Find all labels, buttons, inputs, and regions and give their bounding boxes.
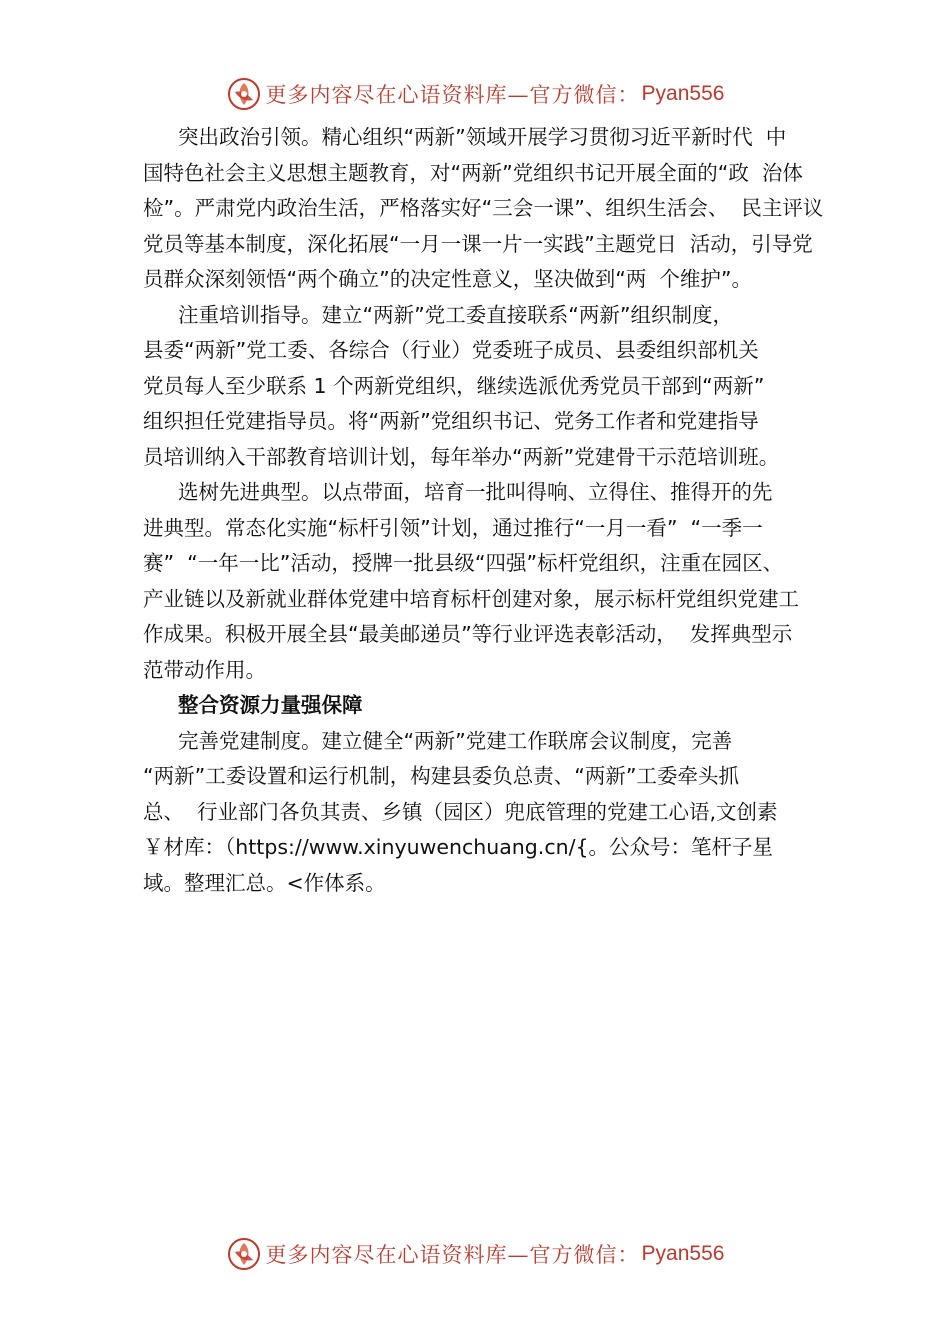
document-body <box>143 120 823 901</box>
flower-logo-icon <box>226 76 262 112</box>
paragraph-training-guidance <box>143 298 823 476</box>
text-line: 完善党建制度。建立健全“两新”党建工作联席会议制度，完善 <box>178 728 733 753</box>
header-watermark <box>0 72 950 116</box>
flower-logo-icon <box>226 1236 262 1272</box>
text-line: 组织担任党建指导员。将“两新”党组织书记、党务工作者和党建指导 <box>143 409 759 433</box>
text-line: 员群众深刻领悟“两个确立”的决定性意义，坚决做到“两 个维护”。 <box>143 267 753 291</box>
text-line: 注重培训指导。建立“两新”党工委直接联系“两新”组织制度， <box>178 302 733 327</box>
text-line: 国特色社会主义思想主题教育，对“两新”党组织书记开展全面的“政 治体 <box>143 160 803 185</box>
text-line: 县委“两新”党工委、各综合（行业）党委班子成员、县委组织部机关 <box>143 338 759 362</box>
text-line: 作成果。积极开展全县“最美邮递员”等行业评选表彰活动， 发挥典型示 <box>143 622 793 646</box>
footer-watermark <box>0 1232 950 1276</box>
watermark-text: 更多内容尽在心语资料库—官方微信： <box>265 1243 640 1267</box>
text-line: ￥材库：（https://www.xinyuwenchuang.cn/{。公众号：笔杆子星 <box>143 835 774 859</box>
heading-text: 整合资源力量强保障 <box>178 693 363 717</box>
text-line: 员培训纳入干部教育培训计划，每年举办“两新”党建骨干示范培训班。 <box>143 444 780 469</box>
text-line: 总、 行业部门各负其责、乡镇（园区）兜底管理的党建工心语,文创素 <box>143 799 778 824</box>
text-line: 进典型。常态化实施“标杆引领”计划，通过推行“一月一看” “一季一 <box>143 515 763 540</box>
paragraph-political-guidance <box>143 120 823 298</box>
paragraph-advanced-models <box>143 475 823 688</box>
watermark-text: 更多内容尽在心语资料库—官方微信： <box>265 83 640 107</box>
text-line: 党员每人至少联系 1 个两新党组织，继续选派优秀党员干部到“两新” <box>143 373 765 398</box>
text-line: 赛” “一年一比”活动，授牌一批县级“四强”标杆党组织，注重在园区、 <box>143 551 784 575</box>
text-line: 检”。严肃党内政治生活，严格落实好“三会一课”、组织生活会、 民主评议 <box>143 196 824 220</box>
text-line: 党员等基本制度，深化拓展“一月一课一片一实践”主题党日 活动，引导党 <box>143 231 813 256</box>
text-line: 突出政治引领。精心组织“两新”领域开展学习贯彻习近平新时代 中 <box>178 125 787 149</box>
text-line: 选树先进典型。以点带面，培育一批叫得响、立得住、推得开的先 <box>178 480 773 504</box>
section-heading <box>143 688 823 724</box>
watermark-wechat-id: Pyan556 <box>641 82 725 105</box>
text-line: 产业链以及新就业群体党建中培育标杆创建对象，展示标杆党组织党建工 <box>143 586 799 611</box>
paragraph-party-system <box>143 724 823 902</box>
text-line: “两新”工委设置和运行机制，构建县委负总责、“两新”工委牵头抓 <box>143 764 739 788</box>
text-line: 范带动作用。 <box>143 657 266 682</box>
text-line: 域。整理汇总。<作体系。 <box>143 870 386 895</box>
watermark-wechat-id: Pyan556 <box>641 1242 725 1265</box>
